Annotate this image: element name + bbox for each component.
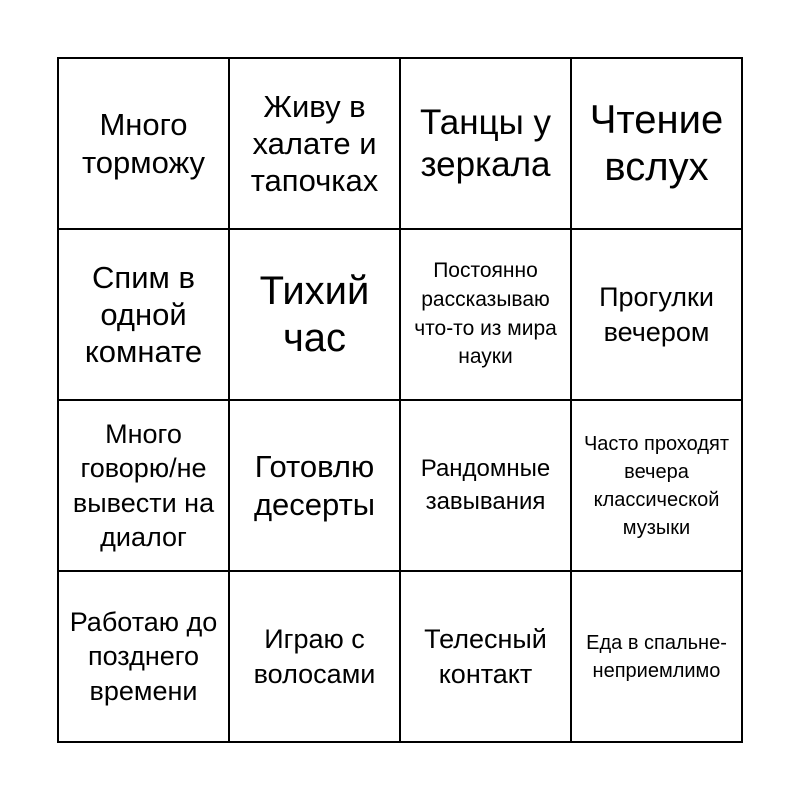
bingo-cell[interactable] (59, 59, 230, 230)
bingo-cell[interactable] (401, 230, 572, 401)
cell-text: Работаю до позднего времени (69, 607, 218, 706)
bingo-cell[interactable] (59, 230, 230, 401)
cell-text: Постоянно рассказываю что-то из мира науки (414, 259, 557, 369)
cell-text: Рандомные завывания (420, 454, 551, 515)
cell-text: Играю с волосами (253, 624, 376, 689)
cell-text: Живу в халате и тапочках (250, 88, 379, 199)
cell-text: Танцы у зеркала (419, 102, 552, 184)
cell-text: Телесный контакт (424, 624, 547, 689)
bingo-cell[interactable] (401, 59, 572, 230)
cell-text: Много говорю/не вывести на диалог (72, 419, 215, 552)
bingo-cell[interactable] (572, 401, 743, 572)
bingo-cell[interactable] (59, 401, 230, 572)
bingo-cell[interactable] (572, 572, 743, 743)
bingo-cell[interactable] (230, 401, 401, 572)
bingo-cell[interactable] (572, 230, 743, 401)
bingo-cell[interactable] (401, 572, 572, 743)
bingo-cell[interactable] (59, 572, 230, 743)
cell-text: Прогулки вечером (599, 282, 714, 347)
bingo-board (57, 57, 743, 743)
cell-text: Готовлю десерты (253, 449, 376, 522)
bingo-cell[interactable] (230, 59, 401, 230)
bingo-cell[interactable] (230, 572, 401, 743)
cell-text: Часто проходят вечера классической музыки (583, 432, 730, 539)
cell-text: Много торможу (81, 107, 206, 180)
cell-text: Тихий час (259, 269, 370, 360)
cell-text: Чтение вслух (589, 98, 724, 189)
cell-text: Еда в спальне-неприемлимо (586, 631, 727, 682)
bingo-cell[interactable] (572, 59, 743, 230)
bingo-cell[interactable] (230, 230, 401, 401)
bingo-cell[interactable] (401, 401, 572, 572)
cell-text: Спим в одной комнате (84, 259, 203, 370)
